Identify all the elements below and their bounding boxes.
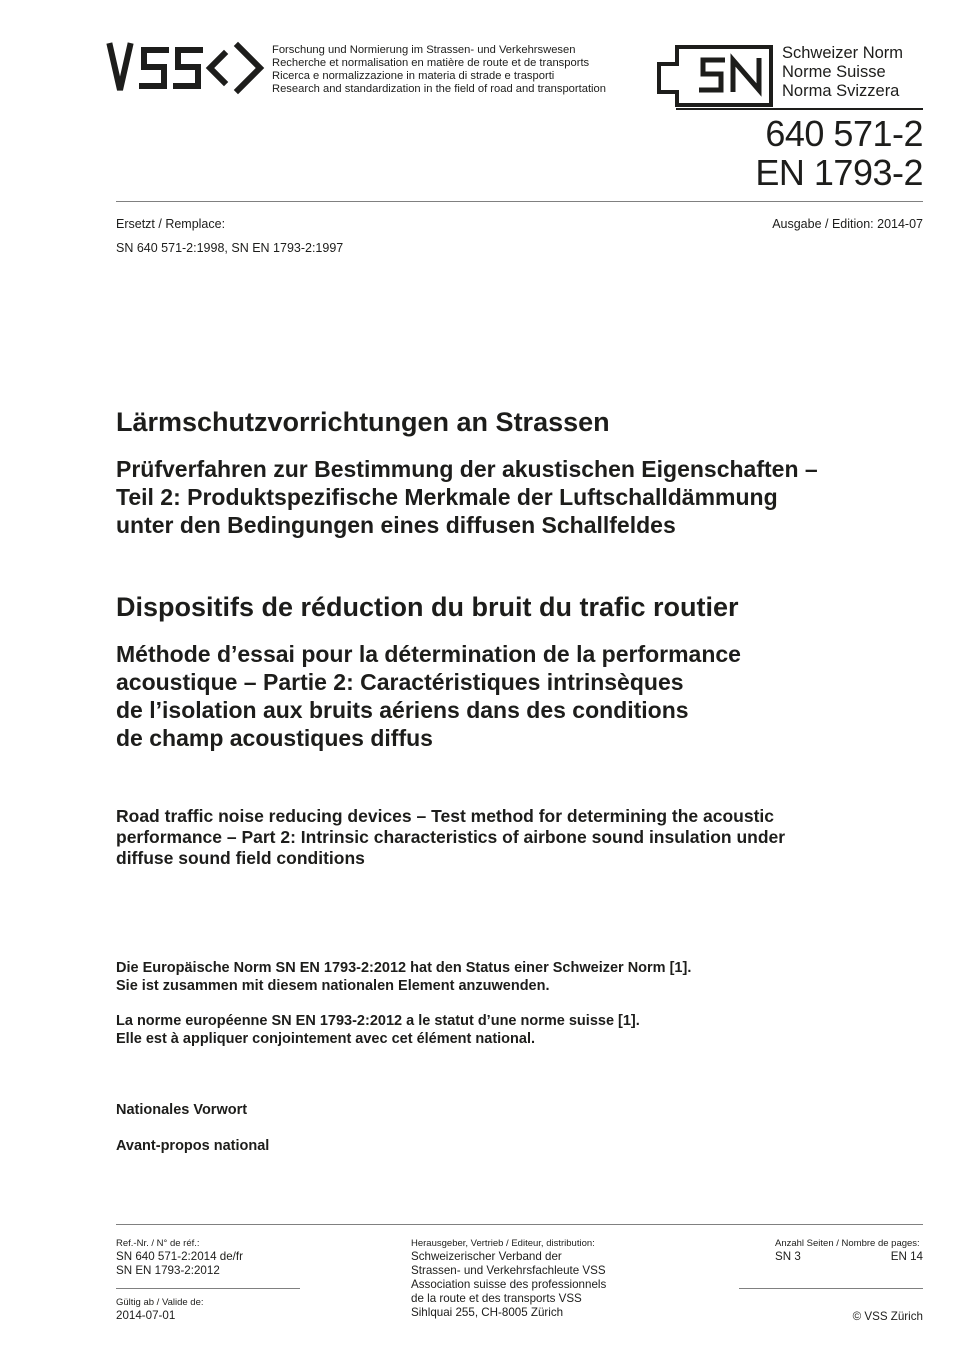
title-fr-sub-line: Méthode d’essai pour la détermination de la performance [116, 641, 741, 667]
publisher-label: Herausgeber, Vertrieb / Editeur, distribution: [411, 1238, 595, 1249]
footer-pages-divider [739, 1288, 923, 1289]
footer-ref-divider [116, 1288, 300, 1289]
status-note-fr-line: La norme européenne SN EN 1793-2:2012 a le statut d’une norme suisse [1]. [116, 1013, 640, 1029]
replaces-label: Ersetzt / Remplace: [116, 217, 226, 231]
title-en [116, 806, 916, 869]
sn-name-de: Schweizer Norm [782, 44, 904, 62]
title-fr-sub-line: acoustique – Partie 2: Caractéristiques intrinsèques [116, 669, 684, 695]
footer-divider [116, 1224, 923, 1225]
sn-name-fr: Norme Suisse [782, 63, 886, 81]
title-de-sub-line: Prüfverfahren zur Bestimmung der akustischen Eigenschaften – [116, 456, 818, 482]
title-en-line: performance – Part 2: Intrinsic characteristics of airbone sound insulation under [116, 827, 786, 847]
valid-value: 2014-07-01 [116, 1309, 176, 1322]
footer-pages [775, 1238, 923, 1264]
status-note-de-line: Sie ist zusammen mit diesem nationalen Element anzuwenden. [116, 978, 550, 994]
tagline-fr: Recherche et normalisation en matière de route et de transports [272, 57, 590, 69]
footer-valid [116, 1297, 204, 1323]
ref-value: SN EN 1793-2:2012 [116, 1264, 220, 1277]
title-fr-sub [116, 640, 936, 752]
title-de-sub-line: unter den Bedingungen eines diffusen Schallfeldes [116, 512, 676, 538]
ref-label: Ref.-Nr. / N° de réf.: [116, 1238, 200, 1249]
sn-logo [655, 44, 773, 108]
foreword-de: Nationales Vorwort [116, 1102, 248, 1118]
status-note-fr-line: Elle est à appliquer conjointement avec cet élément national. [116, 1031, 536, 1047]
replaces-value: SN 640 571-2:1998, SN EN 1793-2:1997 [116, 241, 344, 255]
title-de-main: Lärmschutzvorrichtungen an Strassen [116, 407, 610, 437]
title-de-sub-line: Teil 2: Produktspezifische Merkmale der Luftschalldämmung [116, 484, 778, 510]
publisher-line: Association suisse des professionnels [411, 1278, 607, 1291]
status-note-de [116, 959, 916, 995]
pages-sn: SN 3 [775, 1250, 801, 1263]
title-fr-sub-line: de l’isolation aux bruits aériens dans des conditions [116, 697, 689, 723]
title-fr-main: Dispositifs de réduction du bruit du trafic routier [116, 592, 739, 622]
tagline-de: Forschung und Normierung im Strassen- und Verkehrswesen [272, 44, 576, 56]
publisher-line: Schweizerischer Verband der [411, 1250, 562, 1263]
header-underline [676, 108, 923, 110]
sn-number: 640 571-2 [765, 113, 923, 154]
edition: Ausgabe / Edition: 2014-07 [772, 217, 923, 231]
pages-label: Anzahl Seiten / Nombre de pages: [775, 1238, 920, 1249]
vss-tagline [272, 44, 606, 96]
status-note-de-line: Die Europäische Norm SN EN 1793-2:2012 hat den Status einer Schweizer Norm [1]. [116, 960, 692, 976]
tagline-en: Research and standardization in the field of road and transportation [272, 83, 606, 95]
title-en-line: Road traffic noise reducing devices – Test method for determining the acoustic [116, 806, 775, 826]
status-note-fr [116, 1012, 916, 1048]
vss-logo [106, 40, 266, 102]
publisher-line: de la route et des transports VSS [411, 1292, 582, 1305]
sn-names [782, 44, 903, 101]
header-divider [116, 201, 923, 202]
title-fr-sub-line: de champ acoustiques diffus [116, 725, 433, 751]
footer-publisher [411, 1238, 606, 1320]
publisher-line: Strassen- und Verkehrsfachleute VSS [411, 1264, 606, 1277]
valid-label: Gültig ab / Valide de: [116, 1297, 204, 1308]
copyright: © VSS Zürich [852, 1310, 923, 1323]
foreword-fr: Avant-propos national [116, 1138, 270, 1154]
footer-ref [116, 1238, 243, 1278]
ref-value: SN 640 571-2:2014 de/fr [116, 1250, 243, 1263]
title-de-sub [116, 455, 936, 539]
publisher-line: Sihlquai 255, CH-8005 Zürich [411, 1306, 564, 1319]
tagline-it: Ricerca e normalizzazione in materia di strade e trasporti [272, 70, 555, 82]
pages-en: EN 14 [890, 1250, 923, 1263]
title-en-line: diffuse sound field conditions [116, 848, 365, 868]
sn-name-it: Norma Svizzera [782, 82, 900, 100]
en-number: EN 1793-2 [755, 152, 923, 193]
